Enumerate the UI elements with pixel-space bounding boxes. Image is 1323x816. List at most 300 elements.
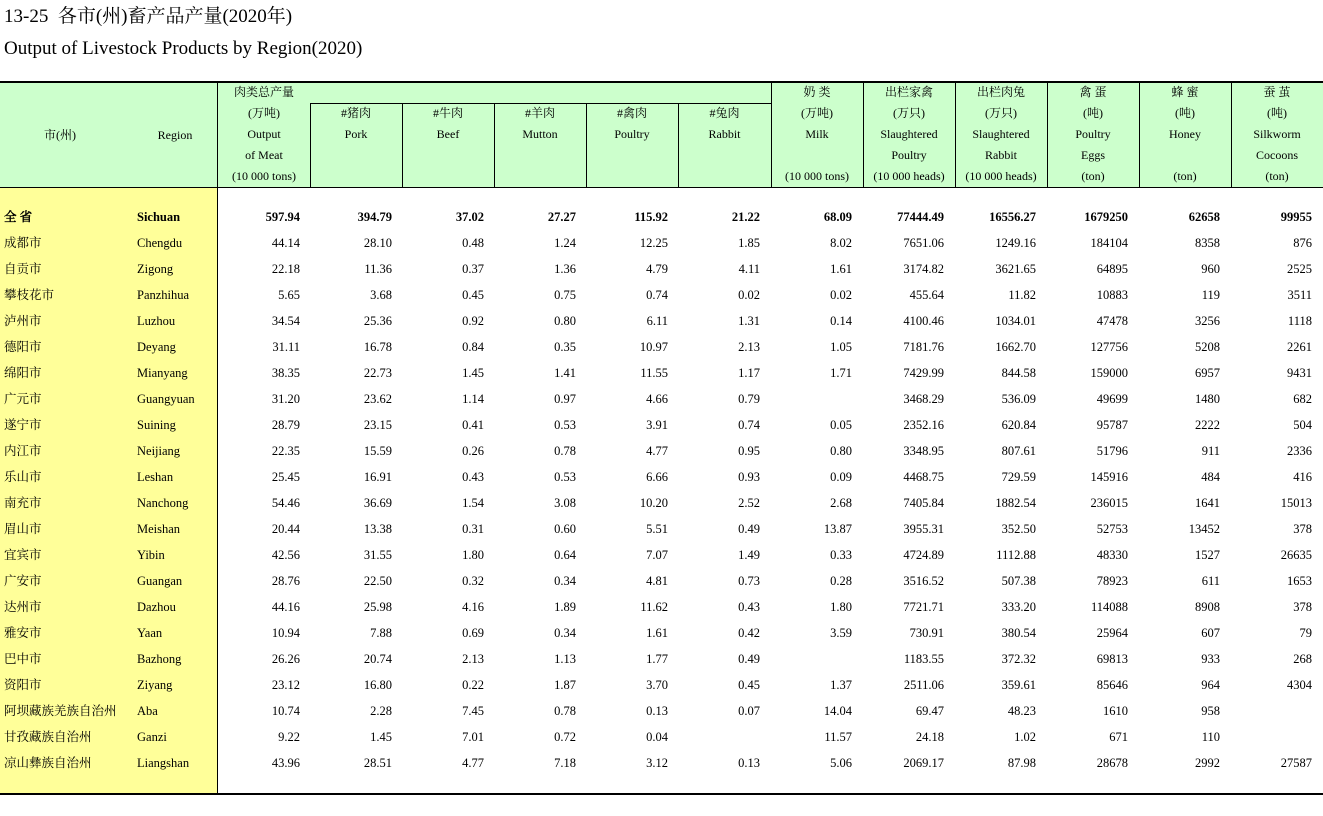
- cell-slaughtered-poultry: 77444.49: [897, 210, 944, 224]
- cell-mutton: 0.78: [554, 444, 576, 458]
- cell-pork: 2.28: [370, 704, 392, 718]
- header-srabbit-en1: Slaughtered: [972, 127, 1030, 141]
- cell-eggs: 47478: [1096, 314, 1128, 328]
- table-number: 13-25: [4, 6, 49, 27]
- header-pork-en: Pork: [344, 127, 368, 141]
- cell-slaughtered-rabbit: 844.58: [1001, 366, 1036, 380]
- cell-poultry: 11.62: [640, 600, 668, 614]
- cell-mutton: 1.87: [554, 678, 576, 692]
- cell-silkworm: 504: [1293, 418, 1312, 432]
- cell-beef: 4.77: [462, 756, 484, 770]
- header-honey-en: Honey: [1169, 127, 1201, 141]
- table-row: [0, 230, 1323, 256]
- header-meat: [218, 82, 310, 187]
- cell-eggs: 25964: [1096, 626, 1128, 640]
- cell-slaughtered-rabbit: 372.32: [1001, 652, 1036, 666]
- cell-beef: 0.32: [462, 574, 484, 588]
- cell-pork: 23.15: [363, 418, 392, 432]
- header-rabbit-cn: #兔肉: [709, 106, 740, 120]
- cell-beef: 0.37: [462, 262, 484, 276]
- cell-milk: 0.33: [830, 548, 852, 562]
- header-spoultry-unit-cn: (万只): [893, 106, 925, 120]
- cell-rabbit: 0.45: [738, 678, 760, 692]
- cell-slaughtered-rabbit: 48.23: [1007, 704, 1036, 718]
- header-milk: [771, 82, 863, 187]
- header-meat-unit-en: (10 000 tons): [232, 169, 296, 183]
- cell-beef: 37.02: [455, 210, 484, 224]
- cell-slaughtered-rabbit: 16556.27: [989, 210, 1036, 224]
- cell-poultry: 4.66: [646, 392, 668, 406]
- cell-honey: 960: [1201, 262, 1220, 276]
- cell-pork: 28.51: [363, 756, 392, 770]
- cell-silkworm: 2525: [1287, 262, 1312, 276]
- cell-slaughtered-poultry: 3348.95: [903, 444, 944, 458]
- cell-silkworm: 378: [1293, 600, 1312, 614]
- cell-rabbit: 0.79: [738, 392, 760, 406]
- cell-milk: 11.57: [824, 730, 852, 744]
- table-row: [0, 438, 1323, 464]
- cell-beef: 0.31: [462, 522, 484, 536]
- header-poultry-en: Poultry: [614, 127, 650, 141]
- cell-poultry: 115.92: [634, 210, 668, 224]
- cell-slaughtered-poultry: 4100.46: [903, 314, 944, 328]
- header-mutton-cn: #羊肉: [524, 106, 555, 120]
- cell-beef: 2.13: [462, 652, 484, 666]
- table-row: [0, 750, 1323, 776]
- city-name-cn: 德阳市: [4, 340, 42, 354]
- cell-milk: 0.80: [830, 444, 852, 458]
- cell-slaughtered-poultry: 1183.55: [903, 652, 944, 666]
- header-srabbit-unit-en: (10 000 heads): [965, 169, 1037, 183]
- cell-beef: 1.14: [462, 392, 484, 406]
- cell-beef: 7.01: [462, 730, 484, 744]
- cell-beef: 0.43: [462, 470, 484, 484]
- header-meat-unit-cn: (万吨): [248, 106, 280, 120]
- cell-beef: 1.45: [462, 366, 484, 380]
- header-honey-cn: 蜂 蜜: [1171, 85, 1199, 99]
- cell-poultry: 11.55: [640, 366, 668, 380]
- cell-rabbit: 1.85: [738, 236, 760, 250]
- city-name-cn: 宜宾市: [4, 548, 42, 562]
- cell-meat: 20.44: [271, 522, 300, 536]
- cell-silkworm: 3511: [1287, 288, 1312, 302]
- cell-meat: 23.12: [271, 678, 300, 692]
- city-name-cn: 资阳市: [4, 678, 42, 692]
- cell-meat: 25.45: [271, 470, 300, 484]
- cell-poultry: 4.77: [646, 444, 668, 458]
- cell-rabbit: 4.11: [738, 262, 760, 276]
- table-row: [0, 724, 1323, 750]
- header-spoultry-en2: Poultry: [891, 148, 927, 162]
- cell-milk: 5.06: [830, 756, 852, 770]
- header-mutton-en: Mutton: [522, 127, 558, 141]
- header-meat-en1: Output: [247, 127, 281, 141]
- region-name-en: Bazhong: [137, 652, 182, 666]
- cell-silkworm: 1653: [1287, 574, 1312, 588]
- cell-slaughtered-poultry: 7721.71: [903, 600, 944, 614]
- header-poultry-eggs: [1047, 82, 1139, 187]
- cell-mutton: 0.78: [554, 704, 576, 718]
- cell-honey: 6957: [1195, 366, 1220, 380]
- cell-honey: 3256: [1195, 314, 1220, 328]
- cell-eggs: 52753: [1096, 522, 1128, 536]
- cell-rabbit: 1.31: [738, 314, 760, 328]
- city-name-cn: 南充市: [4, 496, 42, 510]
- cell-silkworm: 378: [1293, 522, 1312, 536]
- cell-beef: 0.45: [462, 288, 484, 302]
- header-spoultry-unit-en: (10 000 heads): [873, 169, 945, 183]
- cell-honey: 611: [1201, 574, 1220, 588]
- header-eggs-cn: 禽 蛋: [1079, 85, 1107, 99]
- cell-pork: 22.50: [363, 574, 392, 588]
- table-row: [0, 698, 1323, 724]
- city-name-cn: 达州市: [4, 600, 42, 614]
- cell-slaughtered-rabbit: 359.61: [1001, 678, 1036, 692]
- cell-honey: 8358: [1195, 236, 1220, 250]
- cell-rabbit: 0.42: [738, 626, 760, 640]
- cell-mutton: 0.75: [554, 288, 576, 302]
- cell-rabbit: 0.13: [738, 756, 760, 770]
- cell-rabbit: 0.73: [738, 574, 760, 588]
- cell-poultry: 4.81: [646, 574, 668, 588]
- header-srabbit-en2: Rabbit: [985, 148, 1017, 162]
- cell-eggs: 78923: [1096, 574, 1128, 588]
- header-pork-cn: #猪肉: [340, 106, 371, 120]
- city-name-cn: 阿坝藏族羌族自治州: [4, 704, 117, 718]
- page-title-en: Output of Livestock Products by Region(2020): [4, 38, 363, 59]
- cell-milk: 13.87: [823, 522, 852, 536]
- cell-slaughtered-rabbit: 807.61: [1001, 444, 1036, 458]
- city-name-cn: 巴中市: [4, 652, 42, 666]
- cell-pork: 28.10: [363, 236, 392, 250]
- region-name-en: Neijiang: [137, 444, 181, 458]
- cell-beef: 0.48: [462, 236, 484, 250]
- table-row: [0, 620, 1323, 646]
- cell-slaughtered-rabbit: 1662.70: [995, 340, 1036, 354]
- cell-honey: 958: [1201, 704, 1220, 718]
- cell-slaughtered-poultry: 2511.06: [903, 678, 944, 692]
- cell-meat: 31.20: [271, 392, 300, 406]
- cell-slaughtered-rabbit: 87.98: [1007, 756, 1036, 770]
- table-row: [0, 568, 1323, 594]
- cell-silkworm: 416: [1293, 470, 1312, 484]
- header-honey-unit-en: (ton): [1173, 169, 1197, 183]
- cell-pork: 23.62: [363, 392, 392, 406]
- cell-pork: 25.36: [363, 314, 392, 328]
- cell-rabbit: 2.52: [738, 496, 760, 510]
- cell-slaughtered-poultry: 4724.89: [903, 548, 944, 562]
- cell-honey: 110: [1201, 730, 1220, 744]
- city-name-cn: 甘孜藏族自治州: [4, 730, 92, 744]
- cell-slaughtered-rabbit: 380.54: [1001, 626, 1036, 640]
- cell-honey: 8908: [1195, 600, 1220, 614]
- header-milk-cn: 奶 类: [803, 85, 831, 99]
- city-name-cn: 凉山彝族自治州: [4, 756, 92, 770]
- region-name-en: Yaan: [137, 626, 163, 640]
- region-name-en: Chengdu: [137, 236, 183, 250]
- cell-slaughtered-poultry: 7651.06: [903, 236, 944, 250]
- cell-milk: 1.05: [830, 340, 852, 354]
- cell-poultry: 3.70: [646, 678, 668, 692]
- cell-milk: 0.14: [830, 314, 852, 328]
- city-name-cn: 自贡市: [4, 262, 42, 276]
- table-row: [0, 256, 1323, 282]
- region-name-en: Dazhou: [137, 600, 176, 614]
- cell-eggs: 10883: [1096, 288, 1128, 302]
- cell-slaughtered-rabbit: 1.02: [1014, 730, 1036, 744]
- region-name-en: Meishan: [137, 522, 181, 536]
- cell-silkworm: 876: [1293, 236, 1312, 250]
- cell-poultry: 6.11: [646, 314, 668, 328]
- cell-milk: 8.02: [830, 236, 852, 250]
- header-milk-en: Milk: [805, 127, 829, 141]
- cell-rabbit: 0.93: [738, 470, 760, 484]
- cell-silkworm: 99955: [1280, 210, 1312, 224]
- cell-beef: 1.80: [462, 548, 484, 562]
- table-row: [0, 594, 1323, 620]
- cell-honey: 62658: [1188, 210, 1220, 224]
- cell-slaughtered-rabbit: 620.84: [1001, 418, 1036, 432]
- cell-meat: 26.26: [271, 652, 300, 666]
- cell-eggs: 1679250: [1084, 210, 1128, 224]
- cell-rabbit: 1.17: [738, 366, 760, 380]
- city-name-cn: 攀枝花市: [4, 288, 55, 302]
- cell-meat: 10.74: [271, 704, 300, 718]
- cell-pork: 3.68: [370, 288, 392, 302]
- cell-eggs: 671: [1109, 730, 1128, 744]
- table-bottom-rule: [0, 793, 1323, 795]
- cell-eggs: 51796: [1096, 444, 1128, 458]
- cell-milk: 0.05: [830, 418, 852, 432]
- cell-slaughtered-rabbit: 11.82: [1008, 288, 1036, 302]
- cell-rabbit: 0.43: [738, 600, 760, 614]
- table-row: [0, 386, 1323, 412]
- cell-pork: 13.38: [363, 522, 392, 536]
- region-name-en: Leshan: [137, 470, 174, 484]
- cell-poultry: 1.61: [646, 626, 668, 640]
- cell-mutton: 0.53: [554, 418, 576, 432]
- city-name-cn: 乐山市: [4, 470, 42, 484]
- cell-silkworm: 79: [1299, 626, 1312, 640]
- cell-meat: 9.22: [278, 730, 300, 744]
- cell-poultry: 0.74: [646, 288, 668, 302]
- region-name-en: Ziyang: [137, 678, 173, 692]
- header-meat-en2: of Meat: [245, 148, 283, 162]
- cell-silkworm: 268: [1293, 652, 1312, 666]
- cell-eggs: 95787: [1096, 418, 1128, 432]
- header-region: Region: [157, 128, 193, 142]
- cell-pork: 15.59: [363, 444, 392, 458]
- cell-eggs: 28678: [1096, 756, 1128, 770]
- cell-slaughtered-poultry: 7405.84: [903, 496, 944, 510]
- cell-honey: 13452: [1188, 522, 1220, 536]
- cell-pork: 16.78: [363, 340, 392, 354]
- region-name-en: Guangan: [137, 574, 183, 588]
- cell-meat: 54.46: [271, 496, 300, 510]
- cell-pork: 16.91: [363, 470, 392, 484]
- cell-honey: 119: [1201, 288, 1220, 302]
- header-poultry: [586, 103, 678, 145]
- region-name-en: Liangshan: [137, 756, 190, 770]
- region-name-en: Suining: [137, 418, 176, 432]
- header-rabbit-en: Rabbit: [708, 127, 741, 141]
- cell-meat: 22.18: [271, 262, 300, 276]
- header-milk-unit-cn: (万吨): [801, 106, 833, 120]
- cell-poultry: 10.20: [639, 496, 668, 510]
- city-name-cn: 遂宁市: [4, 418, 42, 432]
- cell-rabbit: 0.02: [738, 288, 760, 302]
- region-name-en: Guangyuan: [137, 392, 195, 406]
- cell-slaughtered-poultry: 3955.31: [903, 522, 944, 536]
- header-spoultry-en1: Slaughtered: [880, 127, 938, 141]
- header-bottom-rule: [0, 187, 1323, 188]
- cell-meat: 44.16: [271, 600, 300, 614]
- city-name-cn: 眉山市: [4, 522, 42, 536]
- header-silkworm-cocoons: [1231, 82, 1323, 187]
- city-name-cn: 内江市: [4, 444, 42, 458]
- cell-poultry: 10.97: [639, 340, 668, 354]
- cell-beef: 7.45: [462, 704, 484, 718]
- cell-mutton: 0.80: [554, 314, 576, 328]
- cell-meat: 10.94: [271, 626, 300, 640]
- cell-mutton: 1.36: [554, 262, 576, 276]
- cell-rabbit: 0.07: [738, 704, 760, 718]
- cell-honey: 964: [1201, 678, 1220, 692]
- table-row: [0, 646, 1323, 672]
- cell-slaughtered-rabbit: 507.38: [1001, 574, 1036, 588]
- cell-milk: 14.04: [823, 704, 852, 718]
- header-meat-cn: 肉类总产量: [233, 85, 294, 99]
- cell-meat: 597.94: [265, 210, 300, 224]
- cell-rabbit: 2.13: [738, 340, 760, 354]
- region-name-en: Zigong: [137, 262, 174, 276]
- cell-meat: 31.11: [272, 340, 300, 354]
- cell-poultry: 3.12: [646, 756, 668, 770]
- table-row: [0, 542, 1323, 568]
- cell-meat: 34.54: [271, 314, 300, 328]
- table-row: [0, 672, 1323, 698]
- cell-beef: 0.84: [462, 340, 484, 354]
- cell-silkworm: 9431: [1287, 366, 1312, 380]
- cell-beef: 0.92: [462, 314, 484, 328]
- cell-mutton: 0.53: [554, 470, 576, 484]
- city-name-cn: 泸州市: [4, 314, 42, 328]
- cell-slaughtered-poultry: 24.18: [915, 730, 944, 744]
- cell-milk: 0.02: [830, 288, 852, 302]
- table-row: [0, 516, 1323, 542]
- table-row: [0, 464, 1323, 490]
- city-name-cn: 绵阳市: [4, 366, 42, 380]
- cell-mutton: 0.64: [554, 548, 576, 562]
- table-row: [0, 360, 1323, 386]
- cell-rabbit: 0.49: [738, 522, 760, 536]
- region-name-en: Luzhou: [137, 314, 176, 328]
- cell-meat: 28.79: [271, 418, 300, 432]
- cell-silkworm: 1118: [1287, 314, 1312, 328]
- cell-milk: 1.80: [830, 600, 852, 614]
- cell-slaughtered-rabbit: 333.20: [1001, 600, 1036, 614]
- cell-mutton: 1.13: [554, 652, 576, 666]
- header-silk-unit-en: (ton): [1265, 169, 1289, 183]
- cell-poultry: 3.91: [646, 418, 668, 432]
- header-eggs-unit-cn: (吨): [1083, 106, 1103, 120]
- cell-pork: 7.88: [370, 626, 392, 640]
- table-row-total: [0, 204, 1323, 230]
- cell-meat: 43.96: [271, 756, 300, 770]
- cell-eggs: 184104: [1090, 236, 1128, 250]
- page-title-cn: [4, 6, 292, 28]
- table-row: [0, 490, 1323, 516]
- cell-slaughtered-poultry: 2069.17: [903, 756, 944, 770]
- header-eggs-en2: Eggs: [1081, 148, 1105, 162]
- region-name-en: Sichuan: [137, 210, 181, 224]
- cell-meat: 44.14: [271, 236, 300, 250]
- cell-eggs: 114088: [1090, 600, 1128, 614]
- header-honey-unit-cn: (吨): [1175, 106, 1195, 120]
- cell-silkworm: 2336: [1287, 444, 1312, 458]
- header-silk-cn: 蚕 茧: [1263, 85, 1291, 99]
- header-silk-en2: Cocoons: [1256, 148, 1298, 162]
- region-name-en: Mianyang: [137, 366, 188, 380]
- cell-honey: 5208: [1195, 340, 1220, 354]
- cell-poultry: 0.04: [646, 730, 668, 744]
- cell-poultry: 1.77: [646, 652, 668, 666]
- cell-rabbit: 1.49: [738, 548, 760, 562]
- cell-slaughtered-poultry: 455.64: [909, 288, 944, 302]
- cell-slaughtered-poultry: 3468.29: [903, 392, 944, 406]
- cell-eggs: 85646: [1096, 678, 1128, 692]
- cell-meat: 22.35: [271, 444, 300, 458]
- cell-meat: 5.65: [278, 288, 300, 302]
- cell-pork: 1.45: [370, 730, 392, 744]
- header-honey: [1139, 82, 1231, 187]
- cell-eggs: 236015: [1090, 496, 1128, 510]
- cell-pork: 16.80: [363, 678, 392, 692]
- cell-milk: 1.37: [830, 678, 852, 692]
- cell-honey: 1527: [1195, 548, 1220, 562]
- cell-honey: 1641: [1195, 496, 1220, 510]
- cell-mutton: 0.34: [554, 574, 576, 588]
- cell-poultry: 0.13: [646, 704, 668, 718]
- table-row: [0, 282, 1323, 308]
- cell-slaughtered-rabbit: 1034.01: [995, 314, 1036, 328]
- cell-honey: 911: [1201, 444, 1220, 458]
- cell-rabbit: 0.49: [738, 652, 760, 666]
- region-name-en: Deyang: [137, 340, 176, 354]
- cell-mutton: 1.41: [554, 366, 576, 380]
- header-beef-cn: #牛肉: [432, 106, 463, 120]
- cell-pork: 394.79: [357, 210, 392, 224]
- cell-meat: 28.76: [271, 574, 300, 588]
- cell-pork: 11.36: [364, 262, 392, 276]
- header-slaughtered-rabbit: [955, 82, 1047, 187]
- cell-honey: 933: [1201, 652, 1220, 666]
- cell-mutton: 1.89: [554, 600, 576, 614]
- cell-silkworm: 15013: [1280, 496, 1312, 510]
- cell-slaughtered-poultry: 3174.82: [903, 262, 944, 276]
- cell-eggs: 69813: [1096, 652, 1128, 666]
- cell-eggs: 64895: [1096, 262, 1128, 276]
- region-name-en: Nanchong: [137, 496, 189, 510]
- cell-milk: 3.59: [830, 626, 852, 640]
- region-name-en: Aba: [137, 704, 158, 718]
- cell-rabbit: 0.95: [738, 444, 760, 458]
- cell-slaughtered-poultry: 7181.76: [903, 340, 944, 354]
- cell-milk: 0.28: [830, 574, 852, 588]
- header-eggs-unit-en: (ton): [1081, 169, 1105, 183]
- cell-poultry: 5.51: [646, 522, 668, 536]
- cell-slaughtered-rabbit: 3621.65: [995, 262, 1036, 276]
